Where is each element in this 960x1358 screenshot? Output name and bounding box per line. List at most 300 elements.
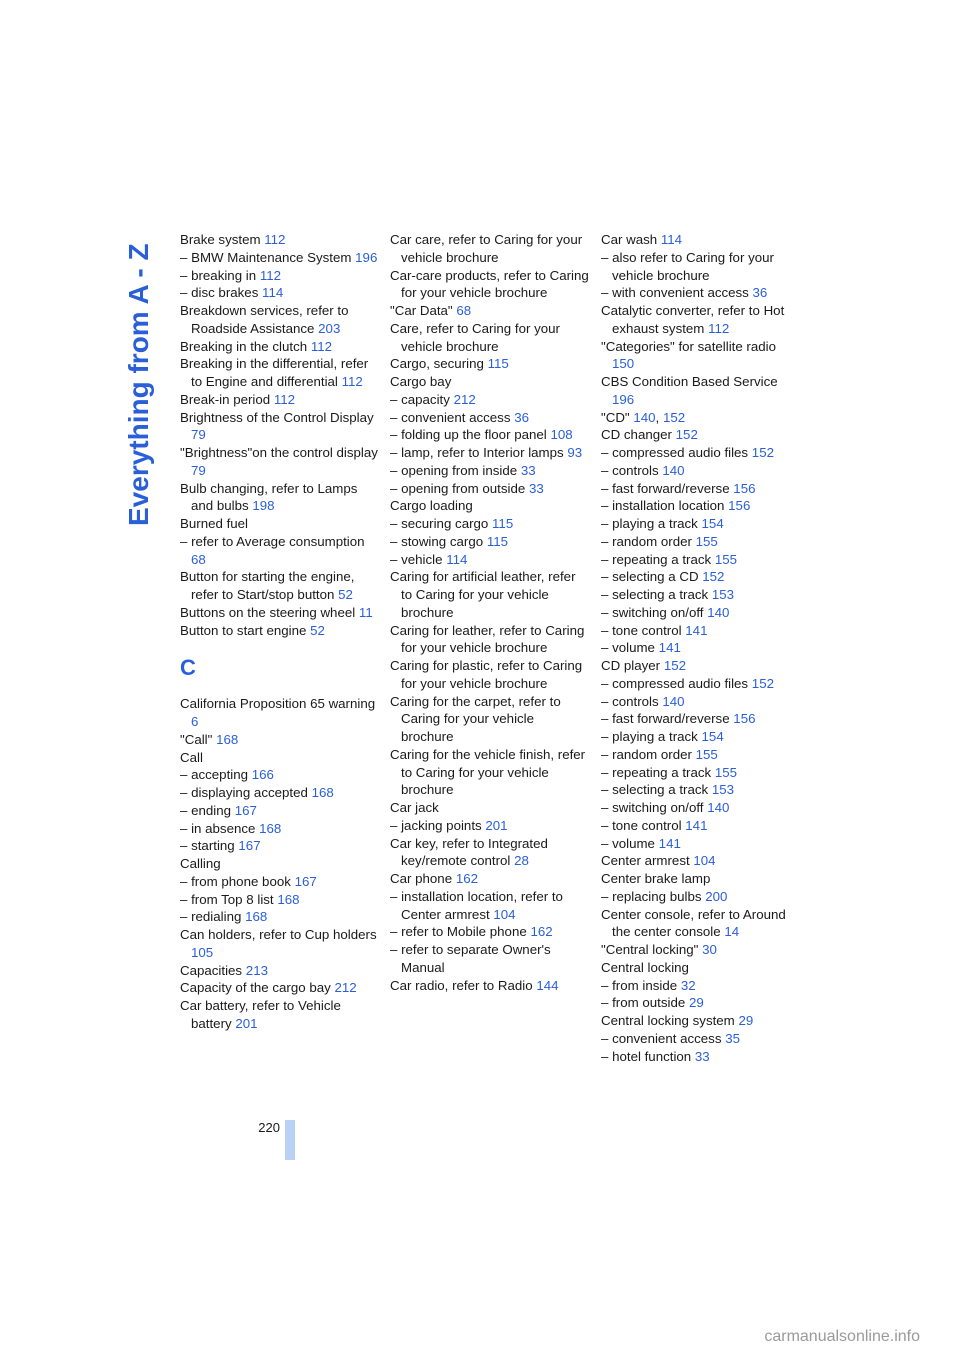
entry-text: Call [180, 749, 203, 765]
page-link[interactable]: 167 [234, 802, 257, 818]
index-entry [180, 855, 380, 873]
index-entry [601, 338, 801, 374]
page-link[interactable]: 141 [685, 622, 708, 638]
index-column-1 [180, 231, 380, 1033]
index-entry [601, 959, 801, 977]
page-link[interactable]: 32 [680, 977, 696, 993]
page-link[interactable]: 168 [277, 891, 300, 907]
index-entry [390, 568, 590, 621]
index-entry [601, 622, 801, 640]
index-entry [601, 693, 801, 711]
page-link[interactable]: 140 [707, 604, 730, 620]
entry-text: Cargo, securing [390, 356, 484, 372]
entry-text: Buttons on the steering wheel [180, 604, 356, 620]
index-entry [390, 799, 590, 817]
index-entry [390, 444, 590, 462]
page-link[interactable]: 52 [338, 587, 353, 602]
page-link[interactable]: 115 [487, 356, 509, 372]
page-link[interactable]: 152 [662, 409, 686, 425]
page-link[interactable]: 212 [453, 391, 476, 407]
index-entry [390, 835, 590, 871]
entry-text: Cargo loading [390, 498, 473, 514]
index-entry [601, 764, 801, 782]
entry-text: – folding up the floor panel [390, 427, 547, 443]
page-link[interactable]: 168 [216, 731, 239, 747]
index-entry [601, 746, 801, 764]
index-entry [180, 962, 380, 980]
page-link[interactable]: 200 [705, 888, 728, 904]
entry-text: – displaying accepted [180, 785, 308, 800]
entry-text: – repeating a track [601, 551, 712, 567]
index-entry [180, 891, 380, 909]
entry-text: Break-in period [180, 391, 271, 407]
entry-text: – compressed audio files [601, 445, 749, 460]
index-entry [390, 231, 590, 267]
page-link[interactable]: 155 [714, 551, 738, 567]
entry-text: Capacity of the cargo bay [180, 980, 331, 996]
index-entry [390, 355, 590, 373]
entry-text: – stowing cargo [390, 533, 484, 549]
entry-text: – controls [601, 693, 659, 709]
page-link[interactable]: 140 [662, 693, 685, 709]
entry-text: – ending [180, 802, 232, 818]
entry-text: – compressed audio files [601, 675, 749, 691]
index-entry [601, 604, 801, 622]
entry-text: – volume [601, 640, 655, 656]
index-entry [601, 444, 801, 462]
index-column-3 [601, 231, 801, 1065]
entry-text: "Car Data" [390, 303, 453, 318]
entry-text: Car phone [390, 871, 453, 886]
index-entry [180, 249, 380, 267]
page-link[interactable]: 33 [528, 480, 544, 496]
index-entry [601, 888, 801, 906]
entry-text: – replacing bulbs [601, 888, 702, 904]
entry-text: Bulb changing, refer to Lamps and bulbs [180, 480, 358, 514]
page-link[interactable]: 6 [191, 714, 199, 729]
entry-text: Caring for the vehicle finish, refer to Caring for your vehicle brochure [390, 746, 586, 798]
entry-text: "Central locking" [601, 942, 699, 957]
page-link[interactable]: 140 [707, 800, 730, 815]
page-link[interactable]: 112 [259, 267, 282, 283]
index-entry [390, 657, 590, 693]
page-link[interactable]: 11 [358, 604, 373, 620]
index-entry [180, 355, 380, 391]
entry-text: – opening from outside [390, 480, 526, 496]
index-entry [390, 977, 590, 995]
index-entry [601, 284, 801, 302]
index-entry [390, 622, 590, 658]
index-entry [180, 731, 380, 749]
index-column-2 [390, 231, 590, 994]
index-entry [390, 480, 590, 498]
entry-text: – from Top 8 list [180, 891, 274, 907]
page-link[interactable]: 154 [701, 729, 724, 744]
index-entry [180, 338, 380, 356]
index-entry [390, 551, 590, 569]
page-link[interactable]: 35 [725, 1030, 740, 1046]
page-link[interactable]: 105 [191, 944, 214, 960]
index-entry [180, 820, 380, 838]
page-marker-bar [285, 1120, 295, 1160]
index-entry [601, 994, 801, 1012]
entry-text: – vehicle [390, 551, 443, 567]
index-entry [180, 568, 380, 604]
index-entry [601, 817, 801, 835]
index-entry [601, 568, 801, 586]
entry-text: – breaking in [180, 267, 257, 283]
index-entry [180, 802, 380, 820]
page-link[interactable]: 144 [536, 977, 559, 993]
page-link[interactable]: 112 [341, 374, 363, 389]
entry-text: – refer to Mobile phone [390, 924, 527, 940]
page-link[interactable]: 168 [311, 785, 334, 800]
entry-text: "CD" [601, 409, 630, 425]
page-link[interactable]: 140 [633, 409, 656, 425]
page-link[interactable]: 152 [751, 675, 774, 691]
index-entry [180, 873, 380, 891]
index-entry [180, 444, 380, 480]
entry-text: "Brightness"on the control display [180, 445, 378, 460]
page-link[interactable]: 112 [708, 320, 730, 336]
index-entry [180, 926, 380, 962]
index-entry [390, 870, 590, 888]
index-entry [601, 1030, 801, 1048]
page-link[interactable]: 68 [456, 303, 472, 318]
page-link[interactable]: 162 [530, 924, 553, 940]
page-link[interactable]: 166 [251, 767, 274, 783]
entry-text: Central locking system [601, 1013, 735, 1028]
page-link[interactable]: 152 [751, 445, 774, 460]
entry-text: – selecting a track [601, 587, 709, 602]
index-entry [390, 941, 590, 977]
index-entry [180, 997, 380, 1033]
page-link[interactable]: 156 [733, 711, 756, 727]
entry-text: Care, refer to Caring for your vehicle brochure [390, 320, 560, 354]
index-entry [390, 746, 590, 799]
entry-text: – random order [601, 533, 692, 549]
page-link[interactable]: 33 [520, 462, 536, 478]
index-entry [180, 284, 380, 302]
entry-text: – switching on/off [601, 800, 704, 815]
index-entry [180, 515, 380, 533]
index-entry [180, 766, 380, 784]
page-link[interactable]: 36 [752, 285, 768, 301]
page-link[interactable]: 201 [485, 817, 508, 833]
index-entry [180, 533, 380, 569]
entry-text: Central locking [601, 959, 689, 975]
page-link[interactable]: 167 [238, 838, 261, 854]
entry-text: – also refer to Caring for your vehicle brochure [601, 249, 774, 283]
entry-text: – accepting [180, 767, 249, 783]
page-link[interactable]: 93 [567, 445, 583, 460]
page-link[interactable]: 201 [235, 1015, 258, 1031]
index-entry [180, 302, 380, 338]
index-entry [601, 586, 801, 604]
page-link[interactable]: 112 [264, 232, 286, 247]
page-link[interactable]: 141 [685, 817, 708, 833]
index-entry [601, 728, 801, 746]
entry-text: – capacity [390, 391, 450, 407]
entry-text: – repeating a track [601, 764, 712, 780]
entry-text: Caring for the carpet, refer to Caring for your vehicle brochure [390, 693, 561, 744]
page-link[interactable]: 14 [724, 924, 740, 940]
index-entry [601, 781, 801, 799]
index-entry [390, 409, 590, 427]
watermark: carmanualsonline.info [764, 1328, 920, 1345]
entry-text: – jacking points [390, 817, 482, 833]
entry-text: – tone control [601, 622, 682, 638]
entry-text: – BMW Maintenance System [180, 249, 352, 265]
page-link[interactable]: 114 [262, 285, 284, 301]
index-entry [601, 710, 801, 728]
entry-text: – starting [180, 838, 235, 854]
entry-text: CD changer [601, 427, 672, 443]
entry-text: Button to start engine [180, 622, 307, 638]
entry-text: Car radio, refer to Radio [390, 977, 533, 993]
entry-text: Brightness of the Control Display [180, 409, 374, 425]
index-entry [180, 622, 380, 640]
index-entry [390, 462, 590, 480]
page-link[interactable]: 203 [318, 320, 341, 336]
index-entry [601, 462, 801, 480]
entry-text: Center armrest [601, 853, 690, 869]
entry-text: Car-care products, refer to Caring for your vehicle brochure [390, 267, 589, 301]
page-link[interactable]: 168 [259, 820, 282, 836]
page-link[interactable]: 156 [733, 480, 756, 496]
page-link[interactable]: 33 [694, 1048, 710, 1064]
entry-text: Calling [180, 856, 221, 871]
entry-text: Breakdown services, refer to Roadside Assistance [180, 303, 349, 336]
index-entry [390, 888, 590, 924]
index-entry [601, 231, 801, 249]
index-entry [180, 267, 380, 285]
index-entry [601, 480, 801, 498]
entry-text: Caring for artificial leather, refer to Caring for your vehicle brochure [390, 569, 576, 620]
entry-text: – controls [601, 462, 659, 478]
page-link[interactable]: 153 [711, 587, 735, 602]
index-entry [601, 835, 801, 853]
entry-text: – selecting a CD [601, 569, 699, 585]
entry-text: – hotel function [601, 1048, 692, 1064]
page-link[interactable]: 114 [660, 232, 683, 247]
page-link[interactable]: 196 [355, 249, 378, 265]
page-link[interactable]: 212 [334, 980, 357, 996]
entry-text: "Categories" for satellite radio [601, 338, 776, 354]
page-link[interactable]: 36 [514, 409, 529, 425]
entry-text: – selecting a track [601, 782, 709, 798]
index-entry [601, 1048, 801, 1066]
page-link[interactable]: 79 [191, 427, 206, 443]
index-entry [180, 695, 380, 731]
entry-text: Car jack [390, 800, 439, 815]
index-entry [390, 391, 590, 409]
index-entry [601, 426, 801, 444]
entry-text: Catalytic converter, refer to Hot exhaust system [601, 303, 785, 336]
entry-text: – in absence [180, 820, 256, 836]
page-link[interactable]: 112 [273, 391, 296, 407]
section-letter: C [180, 655, 196, 681]
entry-text: Button for starting the engine, refer to Start/stop button [180, 569, 355, 602]
index-entry [601, 551, 801, 569]
entry-text: – refer to Average consumption [180, 533, 365, 549]
page-link[interactable]: 115 [492, 516, 514, 531]
page-link[interactable]: 155 [695, 746, 718, 762]
index-entry [601, 870, 801, 888]
page-link[interactable]: 213 [245, 962, 268, 978]
page-link[interactable]: 162 [455, 871, 478, 886]
page-link[interactable]: 52 [310, 622, 325, 638]
entry-text: Breaking in the clutch [180, 338, 308, 354]
index-entry [601, 497, 801, 515]
page-link[interactable]: 150 [612, 356, 635, 372]
index-entry [180, 391, 380, 409]
entry-text: – installation location, refer to Center armrest [390, 888, 563, 922]
entry-text: Caring for leather, refer to Caring for your vehicle brochure [390, 622, 585, 656]
index-entry [601, 977, 801, 995]
page-link[interactable]: 155 [695, 533, 718, 549]
index-entry [390, 426, 590, 444]
page-link[interactable]: 141 [658, 640, 681, 656]
entry-text: CBS Condition Based Service [601, 374, 778, 389]
entry-text: – random order [601, 746, 692, 762]
entry-text: – convenient access [390, 409, 511, 425]
entry-text: – securing cargo [390, 516, 489, 531]
index-entry [601, 1012, 801, 1030]
index-entry [601, 852, 801, 870]
entry-text: – from phone book [180, 873, 291, 889]
index-entry [601, 373, 801, 409]
index-entry [390, 497, 590, 515]
index-entry [390, 320, 590, 356]
index-entry [390, 693, 590, 746]
entry-text: "Call" [180, 731, 213, 747]
entry-text: Cargo bay [390, 374, 452, 389]
index-entry [601, 515, 801, 533]
entry-text: – fast forward/reverse [601, 480, 730, 496]
index-entry [601, 302, 801, 338]
page-link[interactable]: 140 [662, 462, 685, 478]
entry-text: Brake system [180, 232, 261, 247]
entry-text: Caring for plastic, refer to Caring for your vehicle brochure [390, 658, 583, 691]
index-entry [601, 675, 801, 693]
index-entry [390, 302, 590, 320]
index-entry [601, 639, 801, 657]
page-link[interactable]: 152 [663, 658, 687, 673]
entry-text: – tone control [601, 817, 682, 833]
index-entry [180, 837, 380, 855]
page-link[interactable]: 30 [702, 942, 717, 957]
index-entry [390, 923, 590, 941]
page-link[interactable]: 141 [658, 835, 681, 851]
page-link[interactable]: 114 [446, 551, 468, 567]
page-link[interactable]: 104 [693, 853, 716, 869]
entry-text: Car battery, refer to Vehicle battery [180, 998, 341, 1031]
entry-text: – refer to separate Owner's Manual [390, 942, 551, 975]
index-entry [390, 533, 590, 551]
entry-text: Burned fuel [180, 516, 249, 531]
entry-text: Breaking in the differential, refer to Engine and differential [180, 356, 369, 389]
page-link[interactable]: 152 [675, 427, 698, 443]
index-entry [180, 784, 380, 802]
page-link[interactable]: 198 [252, 498, 275, 514]
entry-text: – disc brakes [180, 285, 259, 301]
index-entry [390, 267, 590, 303]
entry-text: CD player [601, 658, 661, 673]
page-link[interactable]: 108 [550, 427, 573, 443]
index-entry [601, 249, 801, 285]
page-link[interactable]: 154 [701, 516, 724, 531]
entry-text: Center brake lamp [601, 871, 711, 886]
entry-text: – playing a track [601, 729, 698, 744]
page-link[interactable]: 68 [191, 551, 206, 567]
side-title [118, 228, 158, 528]
entry-text: – redialing [180, 909, 242, 925]
page-link[interactable]: 104 [493, 906, 516, 922]
index-entry [390, 817, 590, 835]
entry-text: Center console, refer to Around the center console [601, 906, 786, 940]
page-number: 220 [258, 1120, 280, 1135]
entry-text: – installation location [601, 498, 725, 514]
page-link[interactable]: 28 [514, 853, 529, 869]
side-title-text: Everything from A - Z [123, 243, 154, 526]
index-entry [180, 604, 380, 622]
index-entry [180, 409, 380, 445]
index-entry [601, 906, 801, 942]
index-entry [180, 231, 380, 249]
entry-text: – playing a track [601, 516, 698, 531]
page-link[interactable]: 29 [738, 1013, 754, 1028]
entry-text: – with convenient access [601, 285, 749, 301]
index-entry [601, 533, 801, 551]
page-link[interactable]: 167 [294, 873, 317, 889]
index-entry [601, 657, 801, 675]
page-link[interactable]: 152 [702, 569, 725, 585]
entry-text: – fast forward/reverse [601, 711, 730, 727]
index-entry [180, 749, 380, 767]
index-entry [390, 515, 590, 533]
index-entry [601, 799, 801, 817]
index-entry [180, 908, 380, 926]
page-link[interactable]: 155 [714, 764, 738, 780]
index-entry [601, 941, 801, 959]
index-entry [390, 373, 590, 391]
page-link[interactable]: 153 [711, 782, 735, 798]
entry-text: – from outside [601, 995, 686, 1011]
entry-text: Car key, refer to Integrated key/remote control [390, 835, 548, 869]
entry-text: – from inside [601, 977, 678, 993]
page-link[interactable]: 196 [612, 391, 635, 407]
index-entry [180, 480, 380, 516]
page-link[interactable]: 112 [310, 338, 333, 354]
page-link[interactable]: 115 [486, 533, 509, 549]
entry-text: – lamp, refer to Interior lamps [390, 445, 564, 460]
entry-text: Can holders, refer to Cup holders [180, 927, 377, 942]
entry-text: – switching on/off [601, 604, 704, 620]
entry-text: California Proposition 65 warning [180, 696, 376, 712]
index-entry: "CD" 140, 152 [601, 409, 686, 425]
page-link[interactable]: 29 [688, 995, 704, 1011]
entry-text: – opening from inside [390, 462, 518, 478]
entry-text: Capacities [180, 962, 243, 978]
entry-text: Car wash [601, 232, 658, 247]
page-link[interactable]: 79 [191, 462, 206, 478]
entry-text: – volume [601, 835, 655, 851]
page-link[interactable]: 168 [245, 909, 268, 925]
entry-text: Car care, refer to Caring for your vehicle brochure [390, 232, 583, 265]
page-link[interactable]: 156 [728, 498, 751, 514]
entry-text: – convenient access [601, 1030, 722, 1046]
